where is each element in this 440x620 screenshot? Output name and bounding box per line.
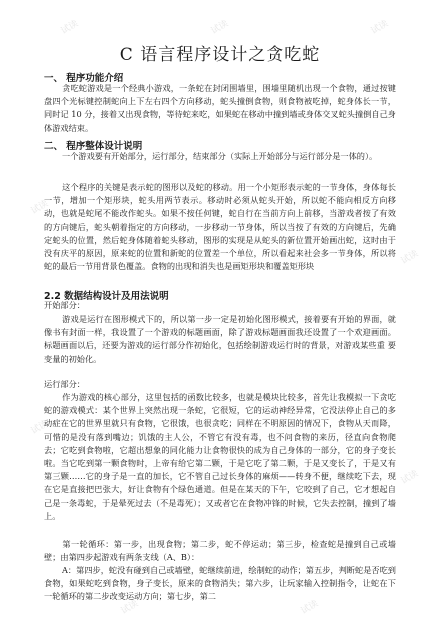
- section-heading: 二、 程序整体设计说明: [44, 141, 143, 152]
- body-paragraph: 这个程序的关键是表示蛇的图形以及蛇的移动。用一个小矩形表示蛇的一节身体，身体每长一节，增加一个矩形块，蛇头用两节表示。移动时必须从蛇头开始，所以蛇不能向相反方向移动，也就是蛇尾不能改作蛇头。如果不按任何键，蛇自行在当前方向上前移，当游戏者按了有效的方向键后，蛇头朝着指定的方向移动，一步移动一节身体，所以当按了有效的方向键后，先确定蛇头的位置，然后蛇身体随着蛇头移动，图形的实现是从蛇头的新位置开始画出蛇，这时由于没有庆平的原因，原来蛇的位置和新蛇的位置差一个单位，所以看起来社会多一节身体，所以将蛇的最后一节用背景色覆盖。食物的出现和消失也是画矩形块和覆盖矩形块: [44, 182, 396, 272]
- run-paragraph: 作为游戏的核心部分，这里包括的函数比较多，也就是模块比较多，首先让我模拟一下贪吃蛇的游戏模式：某个世界上突然出现一条蛇，它很短，它的运动神经异常，它没法停止自己的多动症在它的世界里就只有食物，它很饿，也很贪吃；同样在不明原因的情况下，食物从天而降，可惜的是没有落到嘴边；饥饿的主人公，不管它有没有毒，也不问食物的来历，径直向食物爬去；它吃到食物啦，它超出想象的同化能力让食物很快的成为自己身体的一部分，它的身子变长啦。当它吃到第一颗食物时，上帝有给它第二颗，于是它吃了第二颗，于是又变长了，于是又有第三颗……它的身子是一直的加长，它不管自己过长身体的麻烦——转身不便，继续吃下去，现在它是直接把巴张大，好让食物有个绿色通道。但是在某天的下午，它咬到了自己，它才想起自己是一条毒蛇，于是晕死过去（不是毒死）；又或者它在食物冲锋的时候，它失去控制，撞到了墙上。: [44, 392, 396, 521]
- watermark: 试读: [29, 418, 51, 437]
- watermark: 试读: [369, 18, 391, 37]
- watermark: 试读: [399, 468, 421, 487]
- branch-a-paragraph: A：第四步，蛇没有碰到自己或墙壁，蛇继续前进，绘制蛇的动作；第五步，判断蛇是否吃到食物，如果蛇吃到食物，身子变长，原来的食物消失；第六步，让玩家输入控制指令，让蛇在下一轮循环的第二步改变运动方向；第七步，第二: [44, 565, 396, 602]
- label-start: 开始部分：: [44, 300, 85, 310]
- watermark: 试读: [29, 198, 51, 217]
- watermark: 试读: [299, 598, 321, 617]
- page-title: C 语言程序设计之贪吃蛇: [119, 45, 321, 65]
- watermark: 试读: [209, 18, 231, 37]
- watermark: 试读: [399, 248, 421, 267]
- label-run: 运行部分：: [44, 379, 85, 389]
- start-paragraph: 游戏是运行在图形模式下的，所以第一步一定是初始化图形模式，接着要有开始的界面，就像书有封面一样，我设置了一个游戏的标题画面，除了游戏标题画面我还设置了一个欢迎画面。标题画面以后，还要为游戏的运行部分作初始化，包括绘制游戏运行时的背景，对游戏某些重 要变量的初始化。: [44, 314, 396, 364]
- section-paragraph: 贪吃蛇游戏是一个经典小游戏，一条蛇在封闭围墙里，围墙里随机出现一个食物，通过按键盘四个光标键控制蛇向上下左右四个方向移动，蛇头撞倒食物，则食物被吃掉，蛇身体长一节，同时记 10 分，接着又出现食物，等待蛇来吃，如果蛇在移动中撞到墙或身体交叉蛇头撞倒自己身体游戏结束。: [44, 83, 396, 133]
- loop-paragraph: 第一轮循环：第一步，出现食物；第二步，蛇不停运动；第三步，检查蛇是撞到自己或墙壁；由第四步起游戏有两条支线（A、B）：: [44, 539, 396, 563]
- section-heading: 一、 程序功能介绍: [44, 73, 124, 84]
- watermark: 试读: [59, 18, 81, 37]
- section-paragraph: 一个游戏要有开始部分，运行部分，结束部分（实际上开始部分与运行部分是一体的）。: [62, 151, 378, 161]
- watermark: 试读: [119, 598, 141, 617]
- sub-heading: 2.2 数据结构设计及用法说明: [44, 291, 169, 302]
